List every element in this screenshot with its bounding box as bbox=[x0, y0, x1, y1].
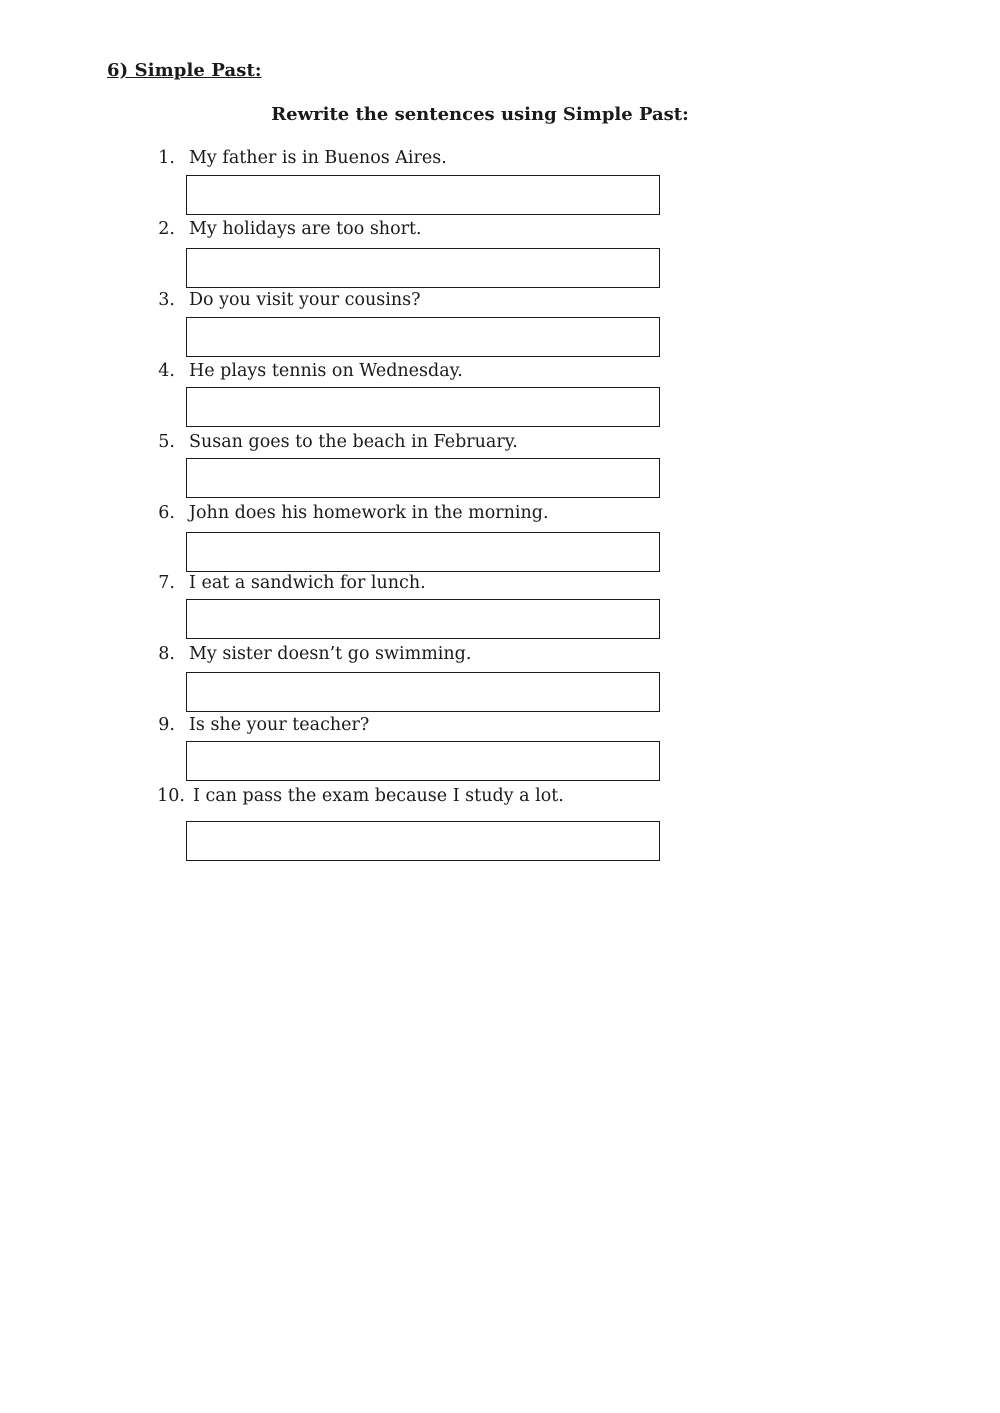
answer-input-9[interactable] bbox=[186, 741, 660, 781]
section-title: 6) Simple Past: bbox=[107, 60, 262, 81]
item-number: 1. bbox=[158, 148, 175, 168]
answer-input-1[interactable] bbox=[186, 175, 660, 215]
item-number: 2. bbox=[158, 219, 175, 239]
item-sentence: My father is in Buenos Aires. bbox=[189, 148, 447, 168]
item-sentence: My sister doesn’t go swimming. bbox=[189, 644, 472, 664]
item-number: 6. bbox=[158, 503, 175, 523]
answer-input-3[interactable] bbox=[186, 317, 660, 357]
item-number: 8. bbox=[158, 644, 175, 664]
item-sentence: Is she your teacher? bbox=[189, 715, 370, 735]
item-sentence: I eat a sandwich for lunch. bbox=[189, 573, 426, 593]
item-sentence: I can pass the exam because I study a lot. bbox=[193, 786, 564, 806]
answer-input-6[interactable] bbox=[186, 532, 660, 572]
item-sentence: Do you visit your cousins? bbox=[189, 290, 421, 310]
answer-input-10[interactable] bbox=[186, 821, 660, 861]
item-number: 7. bbox=[158, 573, 175, 593]
answer-input-5[interactable] bbox=[186, 458, 660, 498]
answer-input-8[interactable] bbox=[186, 672, 660, 712]
item-sentence: Susan goes to the beach in February. bbox=[189, 432, 518, 452]
item-number: 3. bbox=[158, 290, 175, 310]
item-sentence: My holidays are too short. bbox=[189, 219, 422, 239]
answer-input-7[interactable] bbox=[186, 599, 660, 639]
item-number: 9. bbox=[158, 715, 175, 735]
instruction-heading: Rewrite the sentences using Simple Past: bbox=[271, 104, 689, 125]
answer-input-2[interactable] bbox=[186, 248, 660, 288]
item-sentence: John does his homework in the morning. bbox=[189, 503, 549, 523]
item-sentence: He plays tennis on Wednesday. bbox=[189, 361, 463, 381]
answer-input-4[interactable] bbox=[186, 387, 660, 427]
item-number: 4. bbox=[158, 361, 175, 381]
item-number: 5. bbox=[158, 432, 175, 452]
item-number: 10. bbox=[157, 786, 185, 806]
